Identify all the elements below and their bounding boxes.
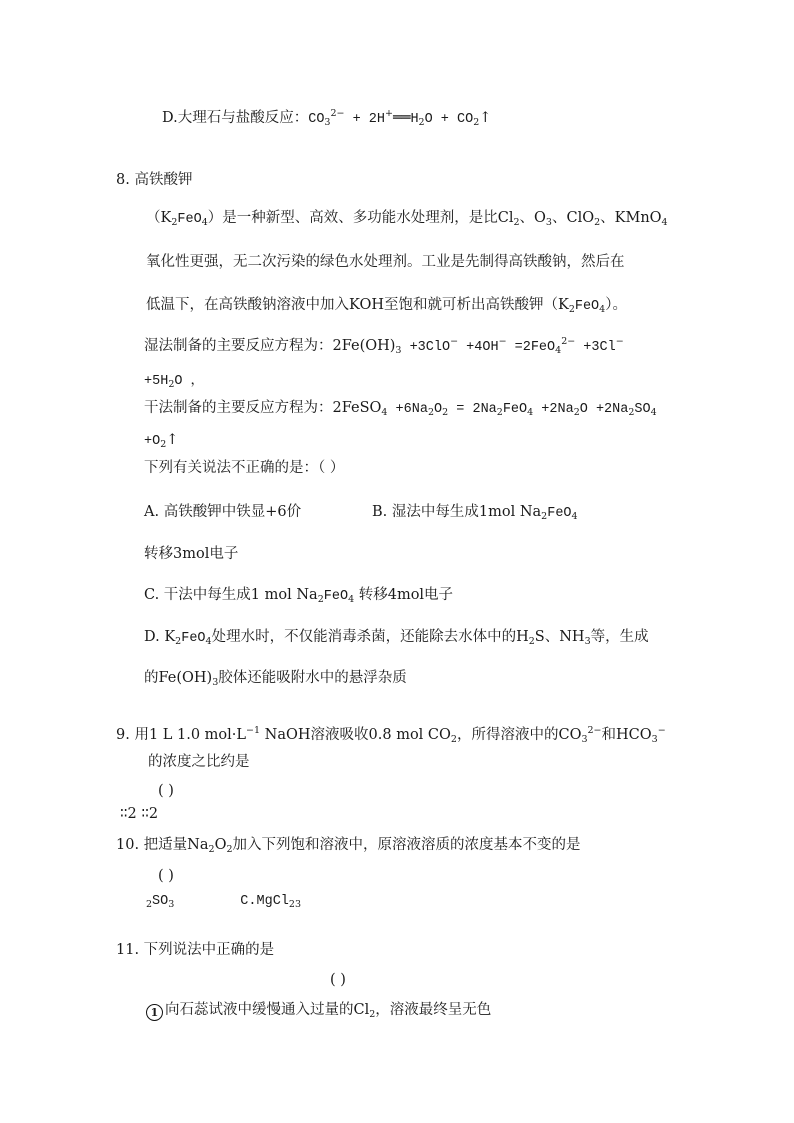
- q8-heading: 8. 高铁酸钾: [116, 172, 193, 188]
- q8-line-3: 低温下，在高铁酸钠溶液中加入KOH至饱和就可析出高铁酸钾$(K_2FeO_4)$。: [146, 297, 627, 315]
- equals-arrow: ══: [392, 110, 411, 126]
- q11-answer-paren: ( ): [330, 972, 346, 988]
- q8-line-1: $(K_2FeO_4)$是一种新型、高效、多功能水处理剂，是比$Cl_2$、$O_3$、ClO$_2$、KMnO$_4$: [146, 210, 668, 228]
- q9-line-2: 的浓度之比约是: [148, 754, 250, 770]
- q8-option-b: B. 湿法中每生成1mol $Na_2FeO_4$: [372, 504, 578, 522]
- q9-line-1: 9. 用1 L 1.0 $mol\cdot L^{-1}$ NaOH溶液吸收0.8 mol $CO_2$，所得溶液中的$CO_3^{2-}$和$HCO_3^-$: [116, 725, 666, 745]
- q8-option-d: D. $K_2FeO_4$处理水时，不仅能消毒杀菌，还能除去水体中的$H_2S$、$NH_3$等，生成: [144, 629, 649, 647]
- gas-arrow-icon: ↑: [479, 110, 492, 126]
- q10-answer-paren: ( ): [158, 868, 174, 884]
- q8-dry-method-cont: $+O_2↑$: [144, 432, 179, 450]
- q8-dry-method: 干法制备的主要反应方程为：2FeSO$_4$ $+6Na_2O_2 = 2Na_2FeO_4 +2Na_2O +2Na_2SO_4$: [144, 400, 657, 418]
- q9-options-fragment: ∶∶2 ∶∶2: [120, 806, 159, 822]
- q8-option-c: C. 干法中每生成1 mol $Na_2FeO_4$ 转移4mol电子: [144, 587, 454, 605]
- q11-heading: 11. 下列说法中正确的是: [116, 942, 275, 958]
- q8-wet-method-cont: $+5H_2O$ ，: [144, 374, 205, 390]
- q8-option-a: A. 高铁酸钾中铁显+6价: [144, 504, 302, 520]
- q8-line-2: 氧化性更强，无二次污染的绿色水处理剂。工业是先制得高铁酸钠，然后在: [146, 254, 625, 270]
- q9-answer-paren: ( ): [158, 783, 174, 799]
- q8-option-b-cont: 转移3mol电子: [144, 546, 239, 562]
- q8-question: 下列有关说法不正确的是：（ ）: [144, 460, 345, 476]
- gas-arrow-icon: ↑: [166, 432, 179, 448]
- q10-line-1: 10. 把适量$Na_2O_2$加入下列饱和溶液中，原溶液溶质的浓度基本不变的是: [116, 837, 581, 855]
- q8-option-d-cont: 的$Fe(OH)_3$胶体还能吸附水中的悬浮杂质: [144, 670, 407, 688]
- q7-option-d-label: D.大理石与盐酸反应：: [162, 110, 309, 126]
- circled-number-icon: 1: [146, 1004, 163, 1021]
- q7-option-d: D.大理石与盐酸反应：$CO_3^{2-}$ + $2H^+══H_2O$ + $CO_2↑$: [162, 108, 492, 128]
- q11-statement-1: 1 向石蕊试液中缓慢通入过量的$Cl_2$，溶液最终呈无色: [146, 1000, 491, 1021]
- q10-options: $_2SO_3$ C.MgCl$_{23}$: [146, 894, 301, 910]
- q8-wet-method: 湿法制备的主要反应方程为：$2Fe(OH)_3 +3ClO^- +4OH^- =2FeO_4^{2-} +3Cl^-$: [144, 336, 624, 356]
